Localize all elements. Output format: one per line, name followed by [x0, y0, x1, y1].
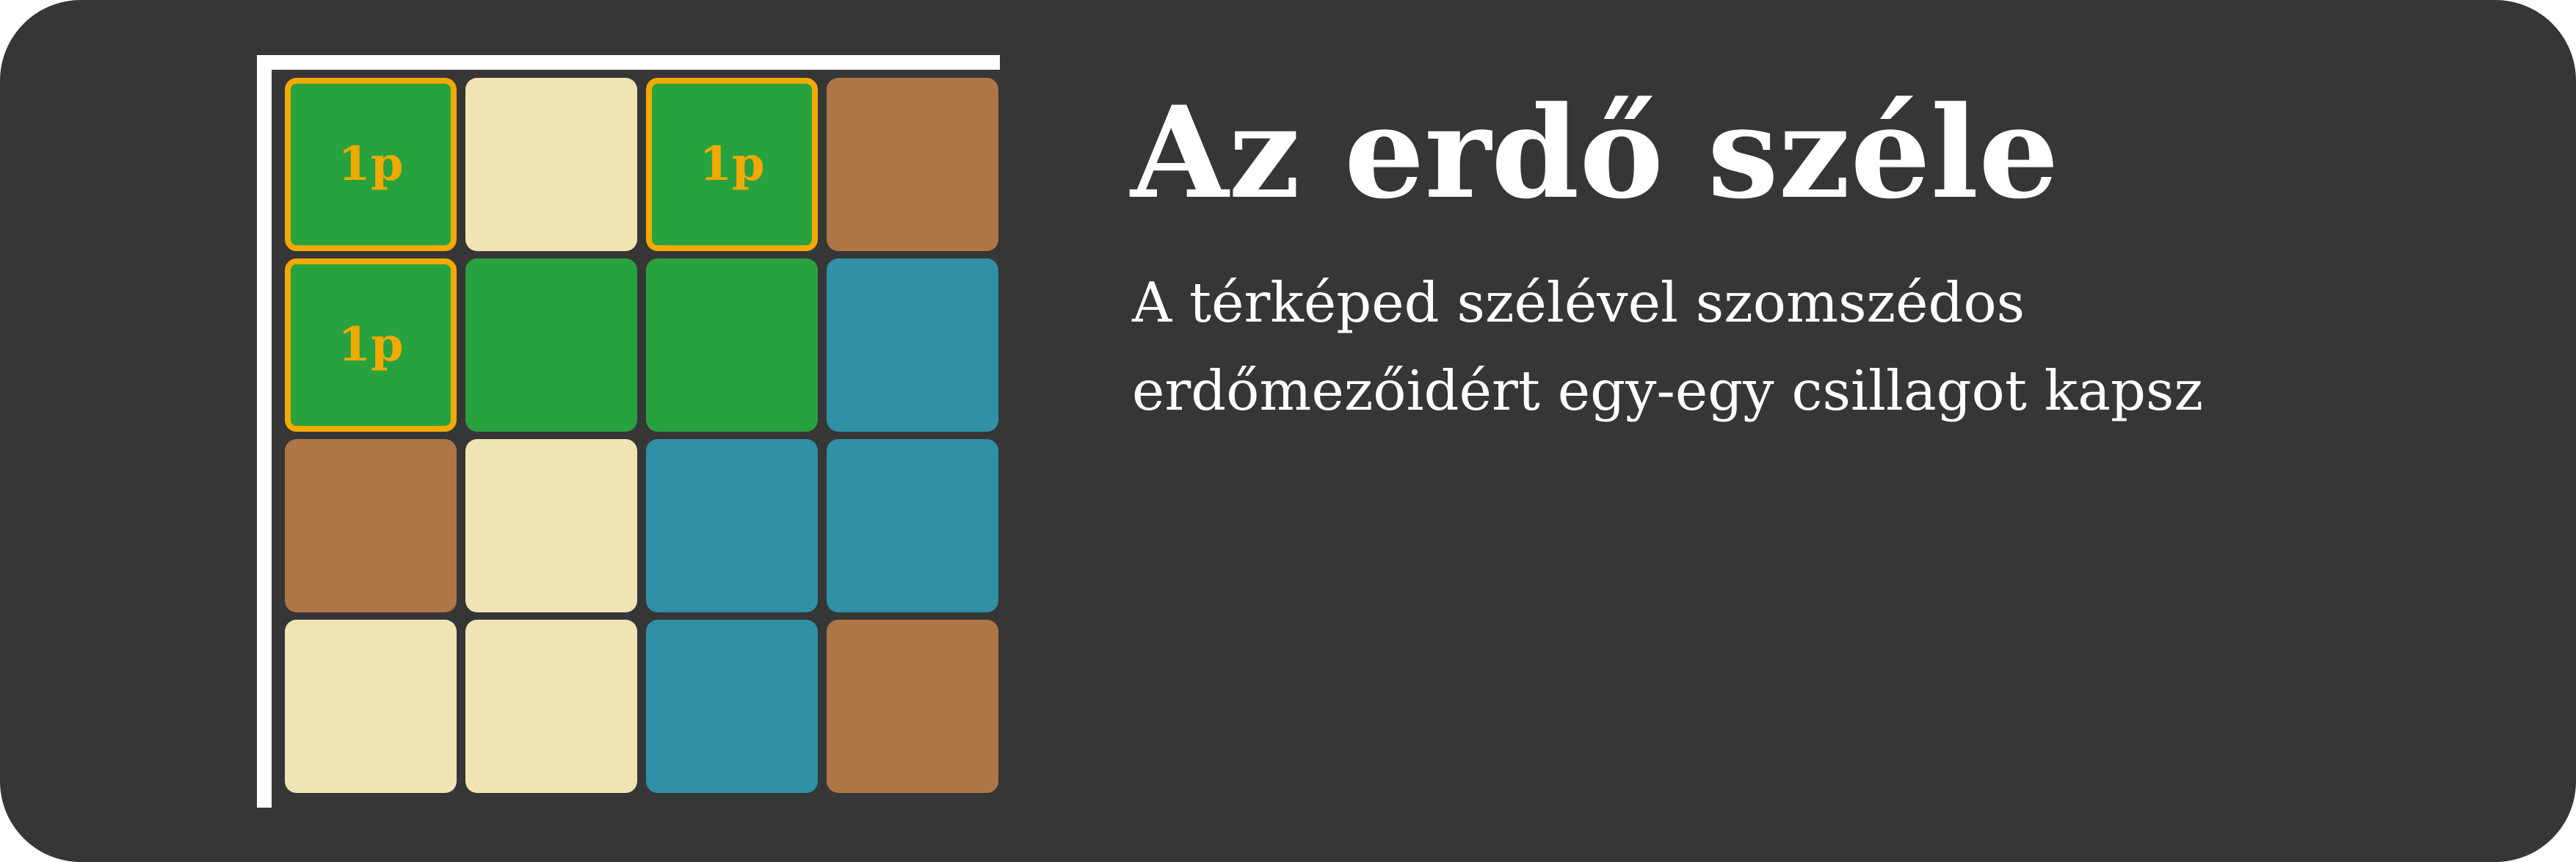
map-edge-top — [257, 55, 1000, 70]
description-line: A térképed szélével szomszédos — [1132, 270, 2025, 335]
map-cell-village — [827, 78, 998, 251]
map-cell-field — [465, 78, 637, 251]
star-points-label: 1p — [338, 317, 404, 372]
map-cell-village — [827, 620, 998, 793]
star-points-label: 1p — [699, 137, 765, 192]
map-cell-field — [285, 620, 457, 793]
map-cell-water — [827, 439, 998, 612]
map-cell-forest — [465, 258, 637, 432]
description-line: erdőmezőidért egy-egy csillagot kapsz — [1132, 358, 2203, 423]
map-cell-field — [465, 439, 637, 612]
map-cell-forest — [646, 258, 818, 432]
map-cell-water — [646, 620, 818, 793]
map-cell-field — [465, 620, 637, 793]
map-cell-village — [285, 439, 457, 612]
map-cell-forest — [285, 258, 457, 432]
map-cell-forest — [646, 78, 818, 251]
card-description — [1132, 258, 2490, 435]
example-map-grid — [285, 78, 1000, 794]
map-cell-forest — [285, 78, 457, 251]
map-cell-water — [646, 439, 818, 612]
card-title: Az erdő széle — [1131, 78, 2059, 227]
star-points-label: 1p — [338, 137, 404, 192]
map-cell-water — [827, 258, 998, 432]
map-edge-left — [257, 55, 272, 808]
